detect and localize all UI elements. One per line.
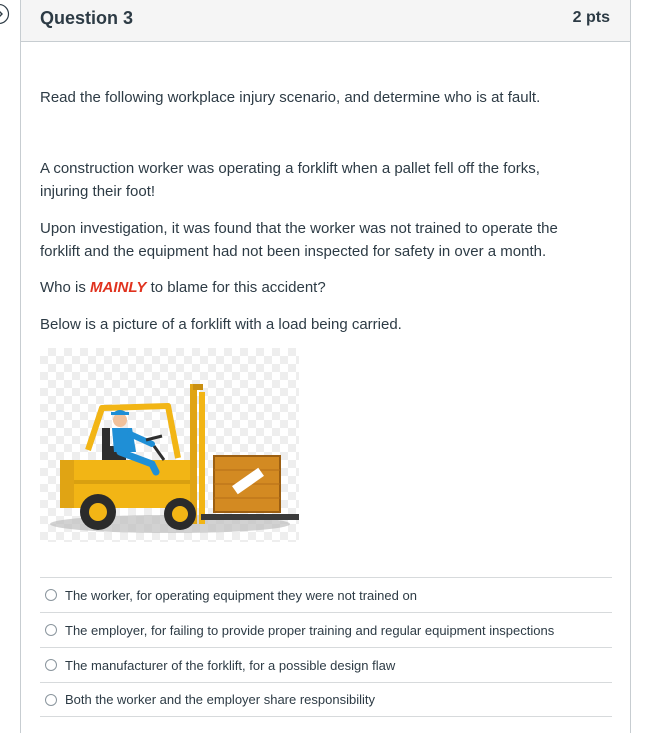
answer-label: The worker, for operating equipment they were not trained on xyxy=(65,587,417,603)
answer-option-1[interactable] xyxy=(40,577,612,612)
scenario-line-1: A construction worker was operating a forklift when a pallet fell off the forks, xyxy=(40,160,540,177)
investigation-line-2: forklift and the equipment had not been inspected for safety in over a month. xyxy=(40,243,547,260)
investigation-line-1: Upon investigation, it was found that the worker was not trained to operate the xyxy=(40,220,558,237)
radio-button[interactable] xyxy=(45,694,57,706)
question-card xyxy=(20,0,631,733)
answer-option-3[interactable] xyxy=(40,647,612,682)
question-points: 2 pts xyxy=(572,9,610,26)
radio-button[interactable] xyxy=(45,659,57,671)
radio-button[interactable] xyxy=(45,624,57,636)
answer-label: Both the worker and the employer share responsibility xyxy=(65,692,375,707)
answer-label: The employer, for failing to provide proper training and regular equipment inspections xyxy=(65,622,555,638)
question-title: Question 3 xyxy=(40,8,134,28)
blame-prefix: Who is xyxy=(40,279,91,296)
investigation-text xyxy=(40,217,558,263)
scenario-text xyxy=(40,157,540,203)
answer-list xyxy=(40,577,612,717)
forklift-illustration xyxy=(40,348,299,542)
chevron-right-icon[interactable] xyxy=(0,3,10,25)
answer-option-2[interactable] xyxy=(40,612,612,647)
scenario-line-2: injuring their foot! xyxy=(40,183,156,200)
answer-label: The manufacturer of the forklift, for a possible design flaw xyxy=(65,657,396,673)
question-header xyxy=(21,0,630,42)
blame-question xyxy=(40,276,326,299)
picture-caption: Below is a picture of a forklift with a load being carried. xyxy=(40,316,402,333)
forklift-image xyxy=(40,348,299,542)
blame-suffix: to blame for this accident? xyxy=(146,279,326,296)
question-intro: Read the following workplace injury scenario, and determine who is at fault. xyxy=(40,89,541,106)
emphasis-mainly: MAINLY xyxy=(90,279,147,296)
answer-option-4[interactable] xyxy=(40,682,612,717)
radio-button[interactable] xyxy=(45,589,57,601)
